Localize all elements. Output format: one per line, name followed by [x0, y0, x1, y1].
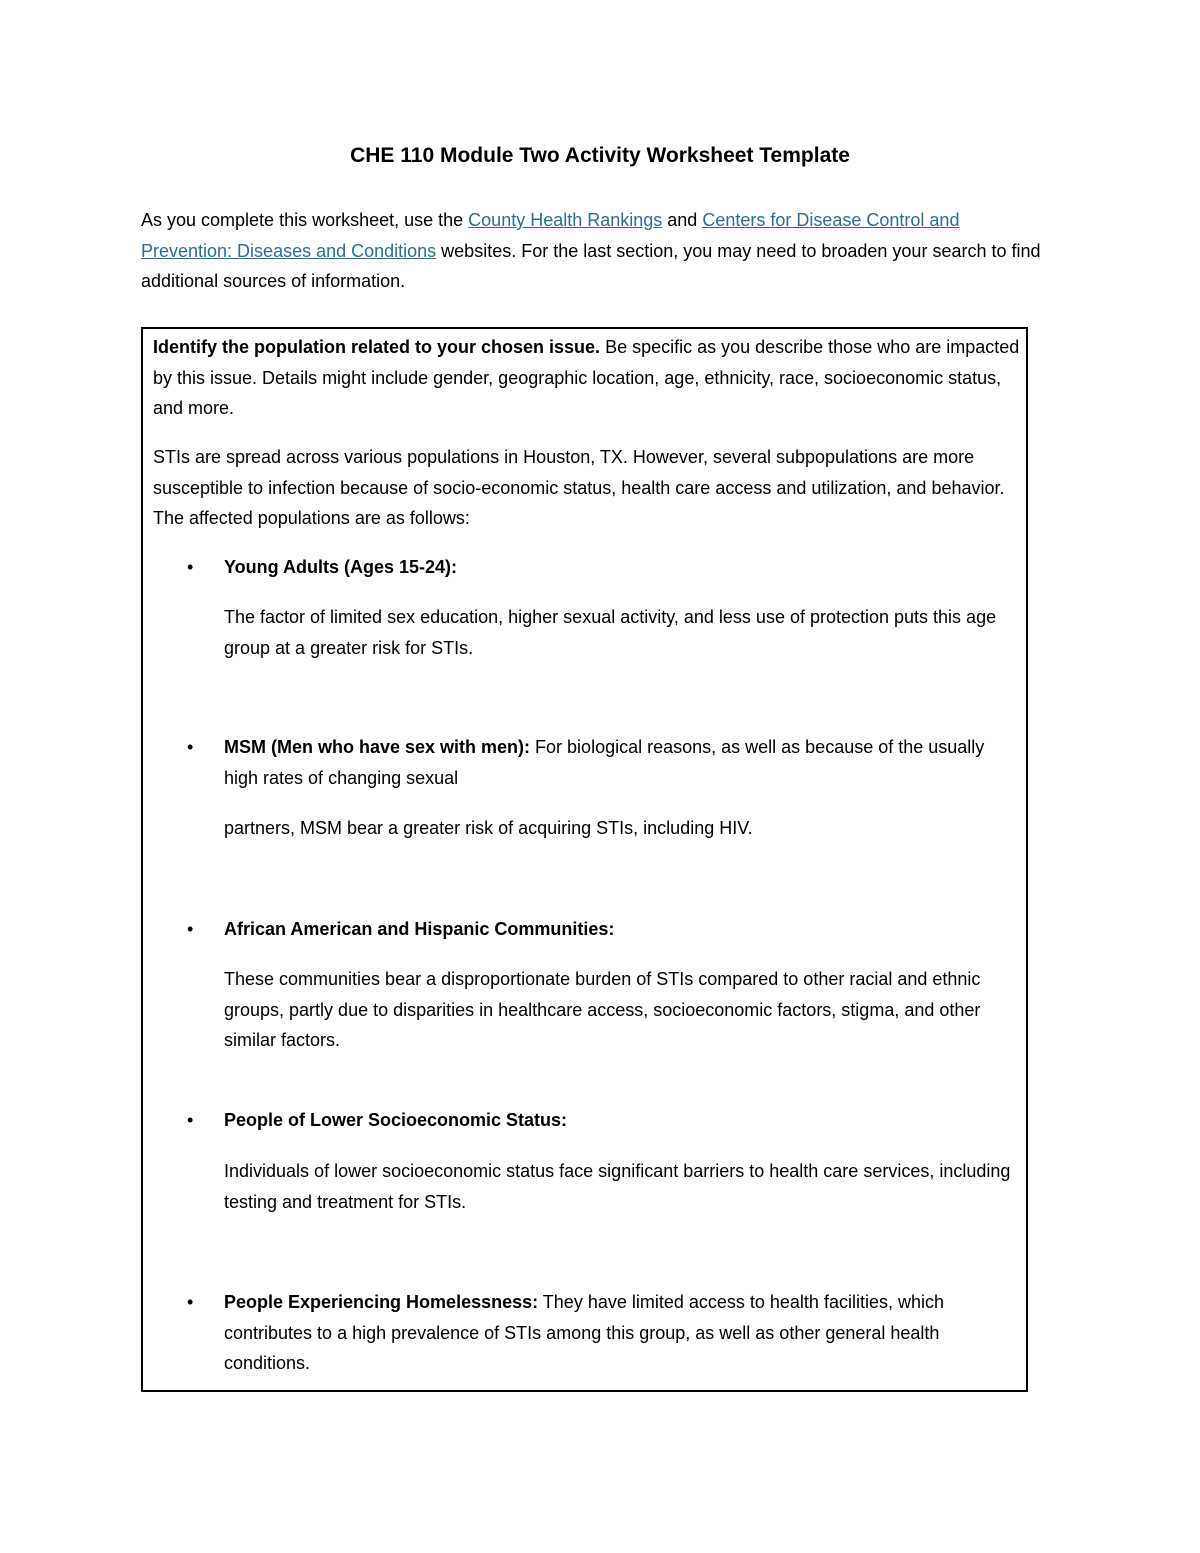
item-heading-msm: MSM (Men who have sex with men): For biological reasons, as well as because of the usually high rates of changing sexual [224, 737, 985, 788]
item-heading-lower-ses: People of Lower Socioeconomic Status: [224, 1110, 568, 1130]
intro-text-before: As you complete this worksheet, use the [141, 210, 469, 230]
prompt-paragraph [153, 332, 1021, 424]
item-homelessness: People Experiencing Homelessness: They have limited access to health facilities, which contributes to a high prevalence of STIs among this group, as well as other general health conditions. [224, 1292, 944, 1373]
intro-text-between: and [662, 210, 703, 230]
item-text-young-adults: The factor of limited sex education, higher sexual activity, and less use of protection puts this age group at a greater risk for STIs. [224, 607, 997, 658]
bullet-icon: • [187, 919, 194, 939]
intro-paragraph [141, 205, 1041, 297]
item-heading-young-adults: Young Adults (Ages 15-24): [224, 557, 458, 577]
response-box [141, 327, 1028, 1392]
item-text-african-american-hispanic: These communities bear a disproportionate burden of STIs compared to other racial and ethnic groups, partly due to disparities in healthcare access, socioeconomic factors, stigma, and other similar factors. [224, 969, 981, 1050]
bullet-icon: • [187, 1110, 194, 1130]
prompt-bold: Identify the population related to your chosen issue. [153, 337, 601, 357]
bullet-icon: • [187, 557, 194, 577]
bullet-icon: • [187, 1292, 194, 1312]
prompt-rest: Be specific as you describe those who are impacted by this issue. Details might include gender, geographic location, age, ethnicity, race, socioeconomic status, and more. [153, 337, 1020, 418]
item-text-lower-ses: Individuals of lower socioeconomic status face significant barriers to health care services, including testing and treatment for STIs. [224, 1161, 1011, 1212]
page-title: CHE 110 Module Two Activity Worksheet Template [350, 144, 850, 167]
item-text-msm: partners, MSM bear a greater risk of acquiring STIs, including HIV. [224, 818, 753, 838]
answer-intro: STIs are spread across various populations in Houston, TX. However, several subpopulations are more susceptible to infection because of socio-economic status, health care access and utilization, and behavior. The affected populations are as follows: [153, 447, 1005, 528]
item-heading-african-american-hispanic: African American and Hispanic Communities: [224, 919, 615, 939]
bullet-icon: • [187, 737, 194, 757]
intro-text-after: websites. For the last section, you may need to broaden your search to find additional sources of information. [141, 240, 1041, 291]
county-health-rankings-link[interactable]: County Health Rankings [468, 210, 663, 230]
cdc-diseases-conditions-link[interactable]: Centers for Disease Control and Prevention: Diseases and Conditions [141, 210, 960, 261]
